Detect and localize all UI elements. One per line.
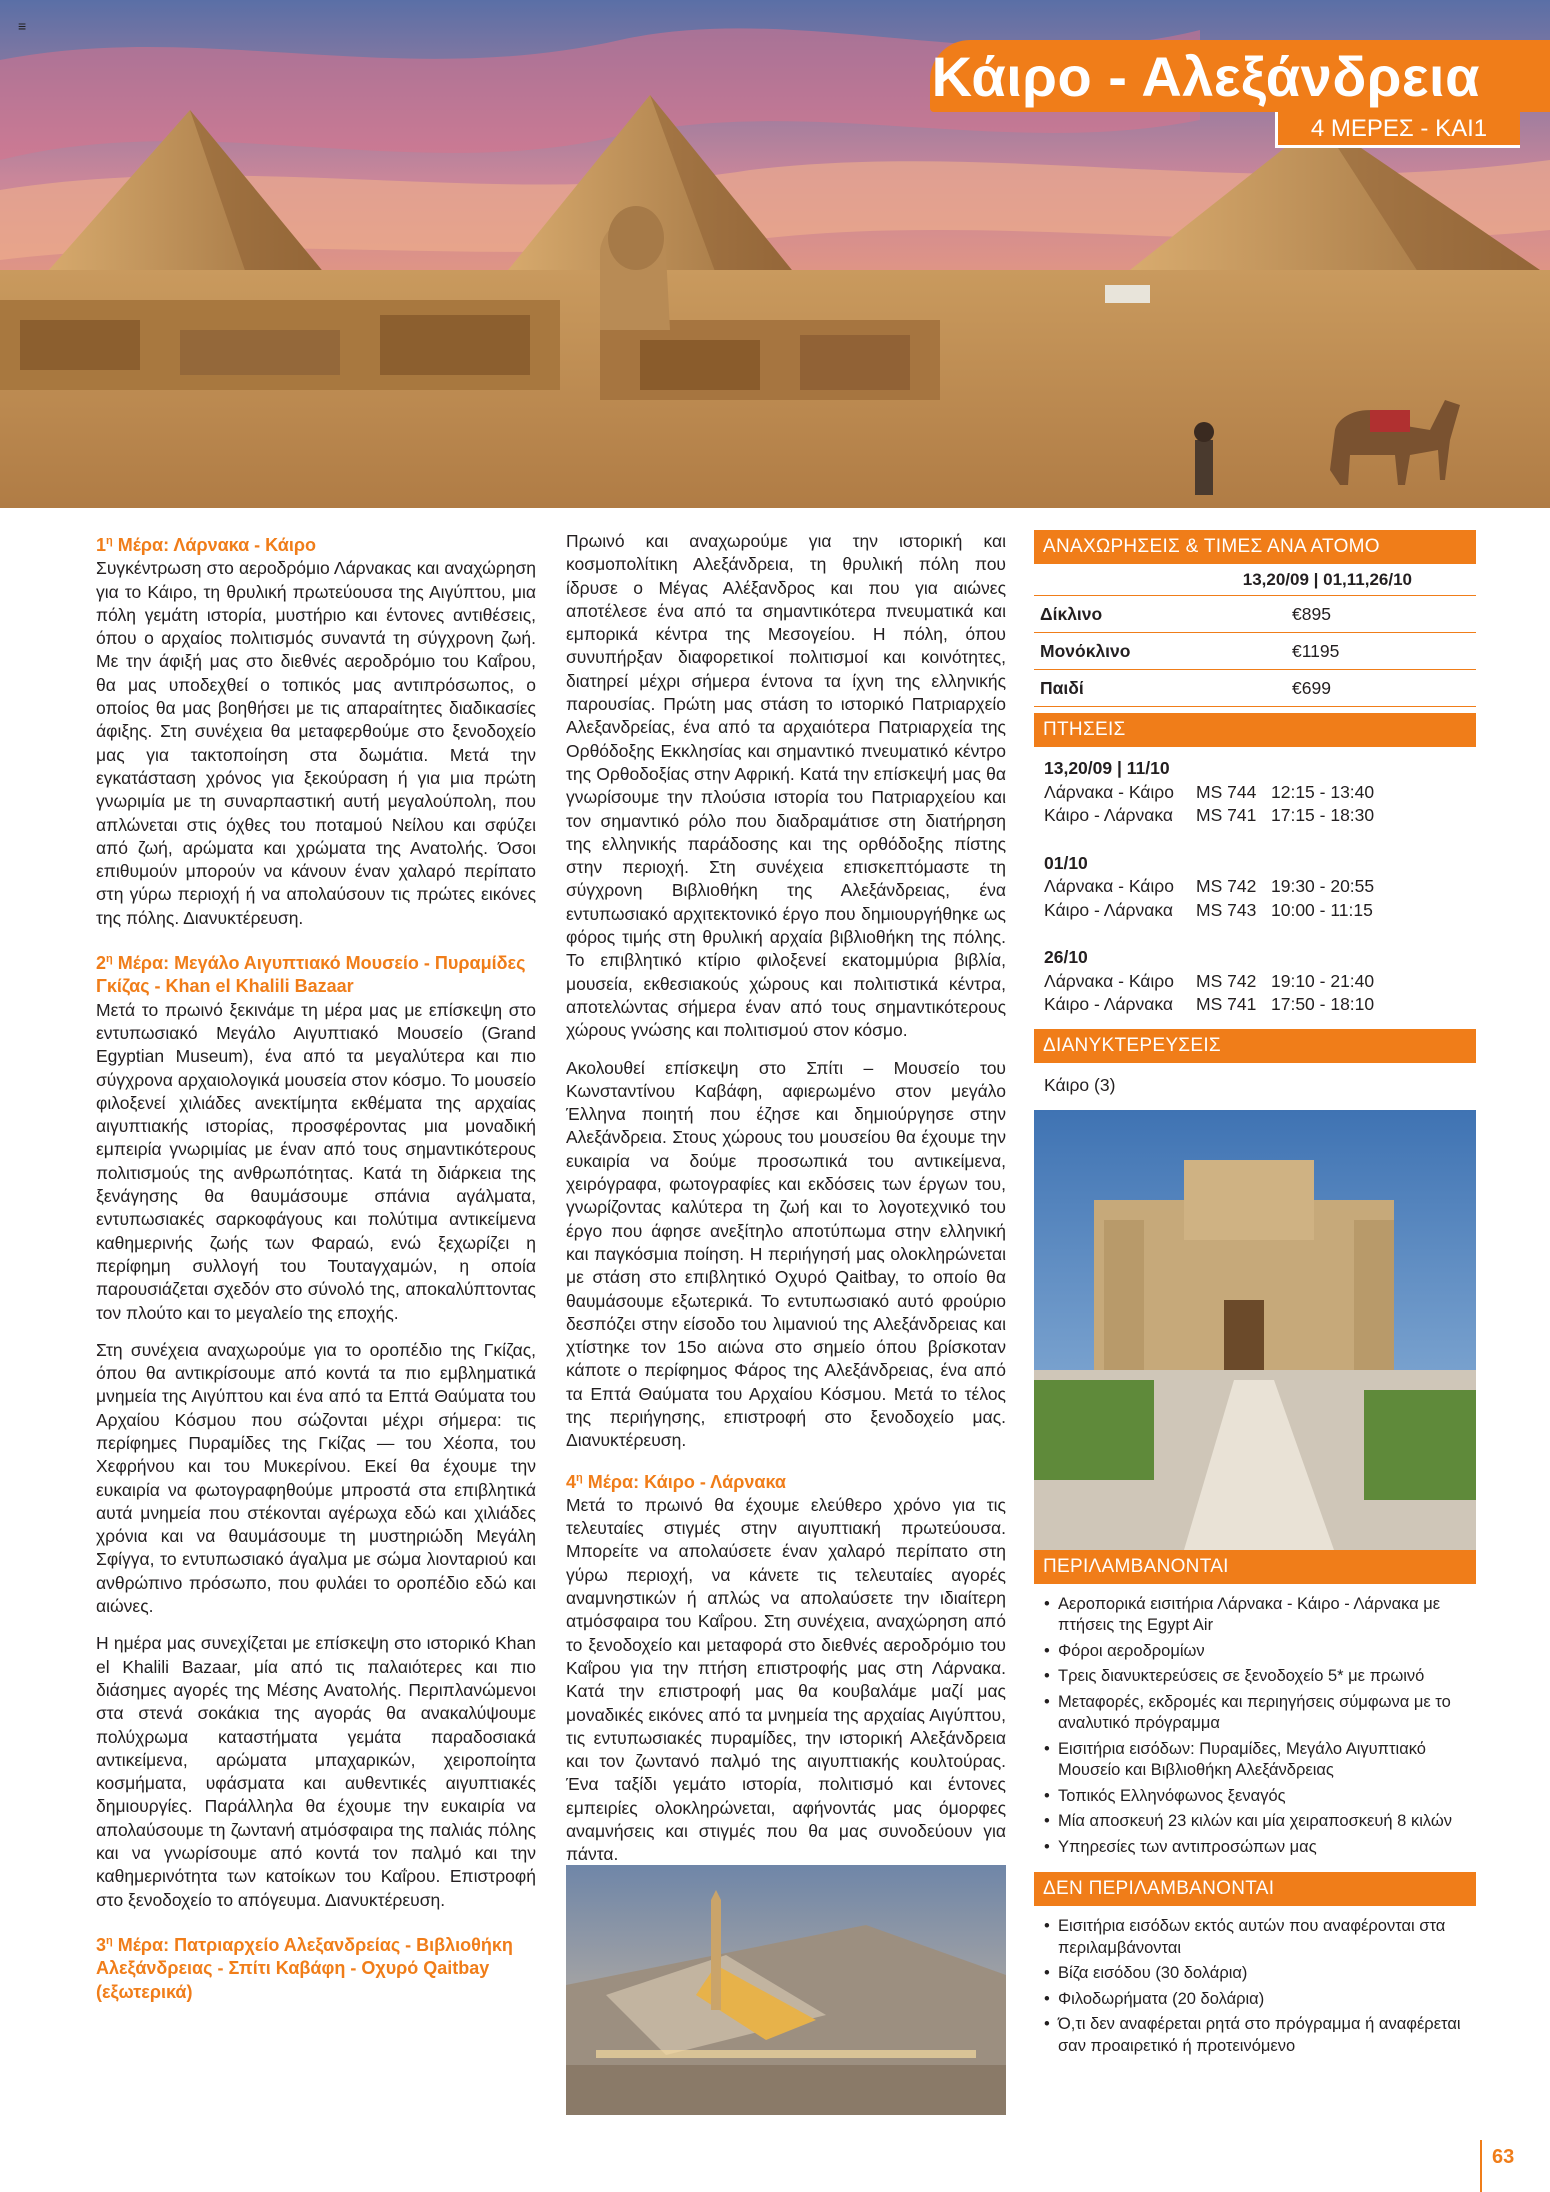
price-row	[1034, 670, 1476, 707]
flight-dates: 26/10	[1044, 947, 1088, 967]
day-2-text-1: Μετά το πρωινό ξεκινάμε τη μέρα μας με επίσκεψη στο εντυπωσιακό Μεγάλο Αιγυπτιακό Μουσείο (Grand Egyptian Museum), ένα από τα μεγαλύτερα και πιο σύγχρονα αρχαιολογικά μουσεία στον κόσμο. Το μουσείο φιλοξενεί χιλιάδες ανεκτίμητα εκθέματα της αρχαίας αιγυπτιακής ιστορίας, προσφέροντας μια μοναδική εμπειρία γνωριμίας με έναν από τους σημαντικότερους πολιτισμούς της ανθρωπότητας. Κατά τη διάρκεια της ξενάγησης θα θαυμάσουμε σπάνια αγάλματα, εντυπωσιακές σαρκοφάγους και πολύτιμα αντικείμενα καθημερινής ζωής των Φαραώ, ενώ ξεχωρίζει η περίφημη συλλογή του Τουταγχαμών, η οποία παρουσιάζεται σχεδόν στο σύνολό της, αποκαλύπτοντας τον πλούτο και το μεγαλείο της εποχής.	[96, 999, 536, 1323]
list-item: • Υπηρεσίες των αντιπροσώπων μας	[1044, 1837, 1476, 1859]
day-2-title: $2^\eta$ Μέρα: Μεγάλο Αιγυπτιακό Μουσείο - Πυραμίδες Γκίζας - Khan el Khalili Bazaar	[96, 953, 526, 997]
flight-route: Κάιρο - Λάρνακα	[1044, 805, 1174, 825]
hero-image	[0, 0, 1550, 508]
departure-dates: 13,20/09 | 01,11,26/10	[1034, 564, 1476, 596]
list-item: • Εισιτήρια εισόδων εκτός αυτών που αναφέρονται στα περιλαμβάνονται	[1044, 1916, 1476, 1959]
day-1	[96, 530, 536, 930]
qaitbay-citadel-photo	[1034, 1110, 1476, 1550]
flight-dates: 01/10	[1044, 852, 1088, 873]
price-label: Μονόκλινο	[1040, 641, 1131, 661]
list-item: • Τρεις διανυκτερεύσεις σε ξενοδοχείο 5* με πρωινό	[1044, 1666, 1476, 1688]
flight-route: Λάρνακα - Κάιρο	[1044, 970, 1174, 991]
flight-leg	[1044, 804, 1476, 828]
day-2	[96, 948, 536, 1912]
list-item: • Μεταφορές, εκδρομές και περιηγήσεις σύμφωνα με το αναλυτικό πρόγραμμα	[1044, 1692, 1476, 1735]
day-2-text-3: Η ημέρα μας συνεχίζεται με επίσκεψη στο ιστορικό Khan el Khalili Bazaar, μία από τις παλαιότερες και πιο διάσημες αγορές της Μέσης Ανατολής. Περιπλανώμενοι στα στενά σοκάκια της αγοράς θα ανακαλύψουμε πολύχρωμα καταστήματα γεμάτα παραδοσιακά αντικείμενα, αρώματα μπαχαρικών, χειροποίητα κοσμήματα, υφάσματα και αυθεντικές αιγυπτιακές δημιουργίες. Παράλληλα θα έχουμε την ευκαιρία να απολαύσουμε τη ζωντανή ατμόσφαιρα της παλιάς πόλης και να γνωρίσουμε από κοντά τον παλμό και την καθημερινότητα των κατοίκων του Καΐρου. Επιστροφή στο ξενοδοχείο το απόγευμα. Διανυκτέρευση.	[96, 1633, 536, 1910]
info-sidebar	[1034, 530, 1476, 2071]
day-1-title: $1^\eta$ Μέρα: Λάρνακα - Κάιρο	[96, 535, 316, 555]
flight-leg	[1044, 781, 1476, 805]
price-row	[1034, 633, 1476, 670]
itinerary-column-1	[96, 530, 536, 2022]
not-included-heading: ΔΕΝ ΠΕΡΙΛΑΜΒΑΝΟΝΤΑΙ	[1034, 1872, 1476, 1906]
prices-heading: ΑΝΑΧΩΡΗΣΕΙΣ & ΤΙΜΕΣ ΑΝΑ ΑΤΟΜΟ	[1034, 530, 1476, 564]
flight-code: MS 741	[1196, 994, 1257, 1014]
price-label: Δίκλινο	[1040, 604, 1103, 624]
price-value: €895	[1292, 604, 1331, 624]
not-included-list	[1034, 1906, 1476, 2071]
day-1-text: Συγκέντρωση στο αεροδρόμιο Λάρνακας και αναχώρηση για το Κάιρο, τη θρυλική πρωτεύουσα της Αιγύπτου, μια πόλη γεμάτη ιστορία, μυστήριο και έντονες αντιθέσεις, όπου ο αρχαίος πολιτισμός συναντά τη σύγχρονη ζωή. Με την άφιξή μας στο διεθνές αεροδρόμιο του Καΐρου, θα μας υποδεχθεί ο τοπικός μας αντιπρόσωπος, ο οποίος θα μας βοηθήσει με τις απαραίτητες διαδικασίες άφιξης. Στη συνέχεια θα μεταφερθούμε στο ξενοδοχείο μας για τακτοποίηση στα δωμάτια. Μετά την εγκατάσταση χρόνος για ξεκούραση ή για μια πρώτη γνωριμία με τη συναρπαστική αυτή μεγαλούπολη, που απλώνεται στις όχθες του ποταμού Νείλου και σφύζει από ζωή, αρώματα και χρώματα της Ανατολής. Όσοι επιθυμούν μπορούν να κάνουν έναν χαλαρό περίπατο στη γύρω περιοχή ή να απολαύσουν τις πρώτες εικόνες της πόλης. Διανυκτέρευση.	[96, 558, 536, 928]
menu-glyph: ≡	[18, 18, 27, 34]
flight-code: MS 742	[1196, 970, 1257, 991]
list-item: • Φιλοδωρήματα (20 δολάρια)	[1044, 1989, 1476, 2011]
trip-duration-code: 4 ΜΕΡΕΣ - ΚΑΙ1	[1310, 115, 1488, 142]
list-item: • Ό,τι δεν αναφέρεται ρητά στο πρόγραμμα ή αναφέρεται σαν προαιρετικό ή προτεινόμενο	[1044, 2014, 1476, 2057]
list-item: • Εισιτήρια εισόδων: Πυραμίδες, Μεγάλο Αιγυπτιακό Μουσείο και Βιβλιοθήκη Αλεξάνδρειας	[1044, 1739, 1476, 1782]
included-list	[1034, 1584, 1476, 1873]
flight-route: Λάρνακα - Κάιρο	[1044, 876, 1174, 896]
list-item: • Αεροπορικά εισιτήρια Λάρνακα - Κάιρο - Λάρνακα με πτήσεις της Egypt Air	[1044, 1594, 1476, 1637]
flight-leg	[1044, 875, 1476, 899]
flight-route: Κάιρο - Λάρνακα	[1044, 899, 1174, 920]
flight-code: MS 743	[1196, 899, 1257, 920]
flight-time: 17:50 - 18:10	[1271, 994, 1375, 1014]
flights-heading: ΠΤΗΣΕΙΣ	[1034, 713, 1476, 747]
day-4-title: $4^\eta$ Μέρα: Κάιρο - Λάρνακα	[566, 1471, 786, 1492]
list-item: • Τοπικός Ελληνόφωνος ξεναγός	[1044, 1786, 1476, 1808]
included-heading: ΠΕΡΙΛΑΜΒΑΝΟΝΤΑΙ	[1034, 1550, 1476, 1584]
list-item: • Μία αποσκευή 23 κιλών και μία χειραποσκευή 8 κιλών	[1044, 1811, 1476, 1833]
flight-time: 10:00 - 11:15	[1271, 899, 1373, 920]
price-value: €1195	[1292, 641, 1340, 661]
flight-time: 19:30 - 20:55	[1271, 876, 1375, 896]
list-item: • Φόροι αεροδρομίων	[1044, 1641, 1476, 1663]
flight-code: MS 744	[1196, 781, 1257, 802]
flights-list	[1034, 747, 1476, 1029]
day-3-title: $3^\eta$ Μέρα: Πατριαρχείο Αλεξανδρείας - Βιβλιοθήκη Αλεξάνδρειας - Σπίτι Καβάφη - Οχυρό Qaitbay (εξωτερικά)	[96, 1934, 513, 2002]
price-label: Παιδί	[1040, 678, 1084, 698]
list-item: • Βίζα εισόδου (30 δολάρια)	[1044, 1963, 1476, 1985]
stays-text: Κάιρο (3)	[1044, 1074, 1116, 1095]
day-4-text: Μετά το πρωινό θα έχουμε ελεύθερο χρόνο για τις τελευταίες στιγμές στην αιγυπτιακή πρωτεύουσα. Μπορείτε να απολαύσετε έναν χαλαρό περίπατο στη γύρω περιοχή, να κάνετε τις τελευταίες αγορές αναμνηστικών ή απλώς να απολαύσετε την ιδιαίτερη ατμόσφαιρα του Καΐρου. Στη συνέχεια, αναχώρηση από το ξενοδοχείο και μεταφορά στο διεθνές αεροδρόμιο του Καΐρου για την πτήση επιστροφής μας στη Λάρνακα. Κατά την επιστροφή μας θα κουβαλάμε μαζί μας μοναδικές εικόνες από τα μνημεία της αρχαίας Αιγύπτου, τις εντυπωσιακές πυραμίδες, την ιστορική Αλεξάνδρεια και τον ζωντανό παλμό της αιγυπτιακής κουλτούρας. Ένα ταξίδι γεμάτο ιστορία, πολιτισμό και έντονες εμπειρίες ολοκληρώνεται, αφήνοντάς μας όμορφες αναμνήσεις και στιγμές που θα μας συνοδεύουν για πάντα.	[566, 1494, 1006, 1865]
day-3-start	[96, 1930, 536, 2004]
flight-leg	[1044, 970, 1476, 994]
flight-code: MS 741	[1196, 805, 1257, 825]
title-banner	[930, 40, 1550, 112]
day-4	[566, 1467, 1006, 1867]
flight-route: Λάρνακα - Κάιρο	[1044, 781, 1174, 802]
page-number: 63	[1480, 2140, 1550, 2192]
flight-dates: 13,20/09 | 11/10	[1044, 758, 1170, 778]
stays-heading: ΔΙΑΝΥΚΤΕΡΕΥΣΕΙΣ	[1034, 1029, 1476, 1063]
price-row	[1034, 596, 1476, 633]
itinerary-column-2	[566, 530, 1006, 1885]
flight-leg	[1044, 993, 1476, 1017]
flight-leg	[1044, 899, 1476, 923]
flight-code: MS 742	[1196, 876, 1257, 896]
grand-egyptian-museum-photo	[566, 1865, 1006, 2115]
day-2-text-2: Στη συνέχεια αναχωρούμε για το οροπέδιο της Γκίζας, όπου θα αντικρίσουμε από κοντά τα πιο εμβληματικά μνημεία της Αιγύπτου και ένα από τα Επτά Θαύματα του Αρχαίου Κόσμου που σώζονται μέχρι σήμερα: τις περίφημες Πυραμίδες της Γκίζας — του Χέοπα, του Χεφρήνου και του Μυκερίνου. Εκεί θα έχουμε την ευκαιρία να φωτογραφηθούμε μπροστά στα επιβλητικά αυτά μνημεία που στέκονται αγέρωχα εδώ και χιλιάδες χρόνια και να θαυμάσουμε τη μυστηριώδη Μεγάλη Σφίγγα, το εντυπωσιακό άγαλμα με σώμα λιονταριού και ανθρώπινο πρόσωπο, που φυλάει το οροπέδιο εδώ και αιώνες.	[96, 1339, 536, 1617]
flight-time: 19:10 - 21:40	[1271, 970, 1375, 991]
flight-time: 17:15 - 18:30	[1271, 805, 1375, 825]
page-title: Κάιρο - Αλεξάνδρεια	[931, 45, 1480, 108]
day-3-text-1: Πρωινό και αναχωρούμε για την ιστορική και κοσμοπολίτικη Αλεξάνδρεια, τη θρυλική πόλη που ίδρυσε ο Μέγας Αλέξανδρος και που για αιώνες αποτέλεσε ένα από τα σημαντικότερα πνευματικά και εμπορικά κέντρα της Μεσογείου. Η πόλη, όπου συνυπήρξαν διαφορετικοί πολιτισμοί και κοινότητες, διατηρεί μέχρι σήμερα έντονα τα ίχνη της ελληνικής παρουσίας. Πρώτη μας στάση το ιστορικό Πατριαρχείο Αλεξανδρείας, ένα από τα αρχαιότερα Πατριαρχεία της Ορθόδοξης Εκκλησίας και σημαντικό πνευματικό κέντρο της Ορθοδοξίας στην Αφρική. Κατά την επίσκεψή μας θα γνωρίσουμε την πλούσια ιστορία του Πατριαρχείου και τον σημαντικό ρόλο που διαδραμάτισε στη διατήρηση της ελληνικής παράδοσης και της ορθόδοξης πίστης στην περιοχή. Στη συνέχεια επισκεπτόμαστε τη σύγχρονη Βιβλιοθήκη της Αλεξάνδρειας, ένα εντυπωσιακό αρχιτεκτονικό έργο που δημιουργήθηκε ως φόρος τιμής στη θρυλική αρχαία βιβλιοθήκη της πόλης. Το επιβλητικό κτίριο φιλοξενεί εκατομμύρια βιβλία, μουσεία, εκθεσιακούς χώρους και πολιτιστικά κέντρα, αποτελώντας σήμερα έναν από τους σημαντικότερους χώρους γνώσης και πολιτισμού στον κόσμο.	[566, 531, 1006, 1041]
day-3-text-2: Ακολουθεί επίσκεψη στο Σπίτι – Μουσείο του Κωνσταντίνου Καβάφη, αφιερωμένο στον μεγάλο Έλληνα ποιητή που έζησε και δημιούργησε στην Αλεξάνδρεια. Στους χώρους του μουσείου θα έχουμε την ευκαιρία να δούμε προσωπικά του αντικείμενα, χειρόγραφα, φωτογραφίες και εκδόσεις των έργων του, γνωρίζοντας καλύτερα τη ζωή και το λογοτεχνικό του έργο που άφησε ανεξίτηλο αποτύπωμα στην ελληνική και παγκόσμια ποίηση. Η περιήγησή μας ολοκληρώνεται με στάση στο επιβλητικό Οχυρό Qaitbay, το οποίο θα θαυμάσουμε εξωτερικά. Το εντυπωσιακό αυτό φρούριο δεσπόζει στην είσοδο του λιμανιού της Αλεξάνδρειας και χτίστηκε τον 15ο αιώνα στο σημείο όπου βρίσκοταν κάποτε ο περίφημος Φάρος της Αλεξάνδρειας, ένα από τα Επτά Θαύματα του Αρχαίου Κόσμου. Μετά το τέλος της περιήγησης, επιστροφή στο ξενοδοχείο μας. Διανυκτέρευση.	[566, 1057, 1006, 1451]
price-value: €699	[1292, 678, 1331, 698]
flight-route: Κάιρο - Λάρνακα	[1044, 994, 1174, 1014]
flight-time: 12:15 - 13:40	[1271, 781, 1375, 802]
subtitle-banner	[1275, 112, 1520, 148]
